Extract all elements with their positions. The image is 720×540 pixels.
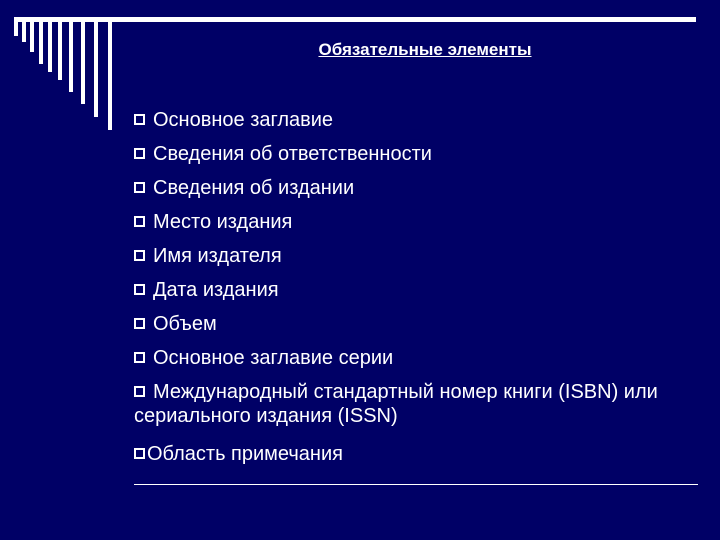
- list-item-text: Место издания: [153, 211, 293, 233]
- list-item: [134, 142, 694, 166]
- bottom-rule: [134, 484, 698, 485]
- hollow-square-icon: [134, 216, 145, 227]
- list-item-text: Основное заглавие: [153, 109, 334, 131]
- list-item: [134, 312, 694, 336]
- list-item: [134, 442, 694, 466]
- hollow-square-icon: [134, 250, 145, 261]
- bullet-list: [134, 108, 694, 476]
- list-item: [134, 108, 694, 132]
- list-item-text: Международный стандартный номер книги (ISBN) или сериального издания (ISSN): [134, 381, 658, 427]
- list-item-text: Имя издателя: [153, 245, 282, 267]
- list-item: [134, 244, 694, 268]
- list-item: [134, 278, 694, 302]
- hollow-square-icon: [134, 182, 145, 193]
- hollow-square-icon: [134, 386, 145, 397]
- list-item: [134, 210, 694, 234]
- hollow-square-icon: [134, 352, 145, 363]
- slide-title: Обязательные элементы: [318, 40, 532, 59]
- list-item-text: Дата издания: [153, 279, 279, 301]
- list-item: [134, 380, 694, 428]
- list-item: [134, 346, 694, 370]
- hollow-square-icon: [134, 318, 145, 329]
- hollow-square-icon: [134, 284, 145, 295]
- hollow-square-icon: [134, 148, 145, 159]
- list-item-text: Объем: [153, 313, 217, 335]
- hollow-square-icon: [134, 448, 145, 459]
- list-item-text: Сведения об ответственности: [153, 143, 432, 165]
- list-item: [134, 176, 694, 200]
- hollow-square-icon: [134, 114, 145, 125]
- list-item-text: Сведения об издании: [153, 177, 355, 199]
- list-item-text: Основное заглавие серии: [153, 347, 394, 369]
- list-item-text: Область примечания: [147, 443, 343, 465]
